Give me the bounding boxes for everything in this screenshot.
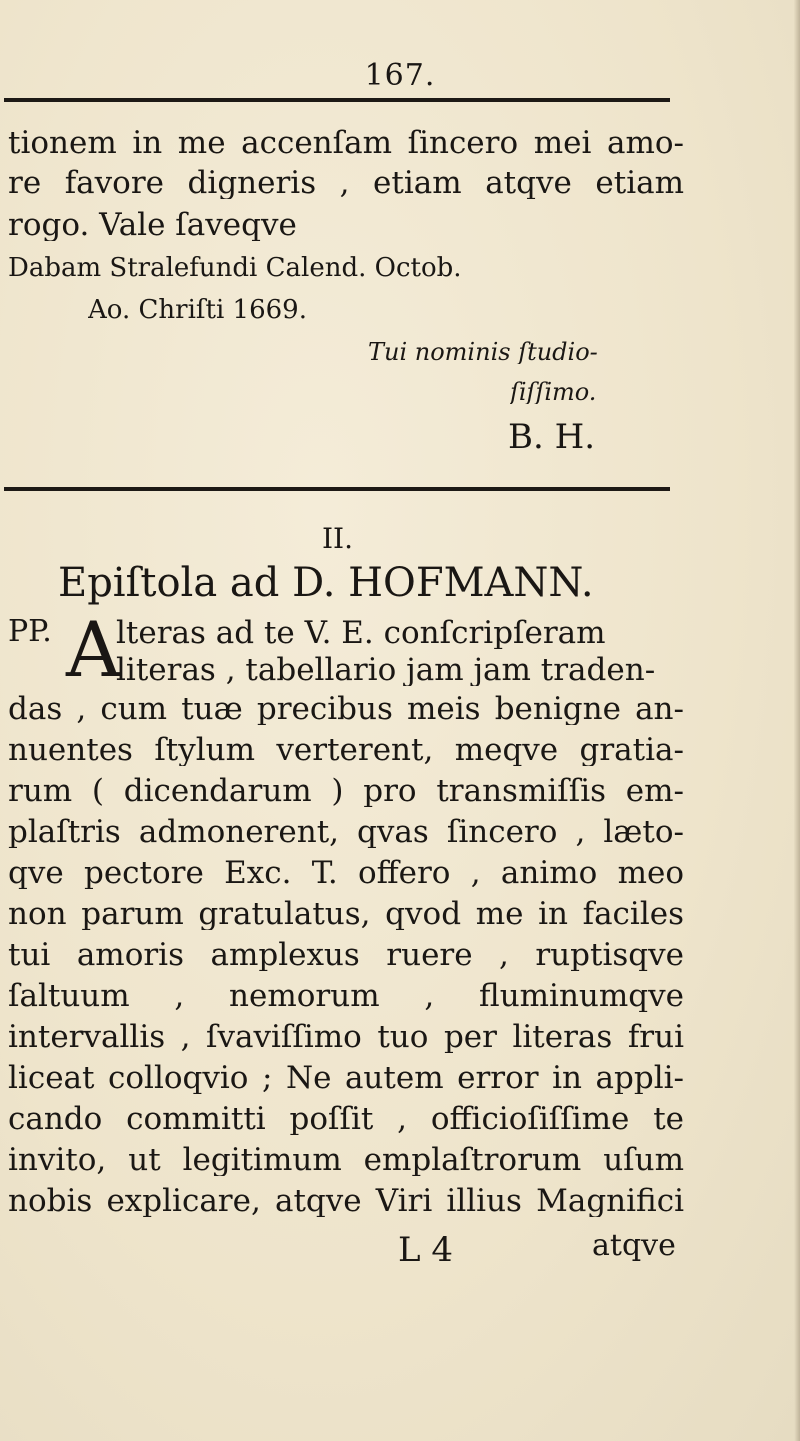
header-rule bbox=[4, 98, 670, 102]
body-line: cando committi poſſit , officioſiſſime te bbox=[8, 1104, 684, 1135]
body-line: das , cum tuæ precibus meis benigne an- bbox=[8, 694, 684, 725]
body-line: plaſtris admonerent, qvas ſincero , læto- bbox=[8, 817, 684, 848]
dateline-line: Dabam Stralefundi Calend. Octob. bbox=[8, 255, 462, 281]
section-number: II. bbox=[322, 522, 354, 555]
body-line: invito, ut legitimum emplaſtrorum uſum bbox=[8, 1145, 684, 1176]
section-rule bbox=[4, 487, 670, 491]
paragraph-line: re favore digneris , etiam atqve etiam bbox=[8, 168, 684, 199]
body-line: rum ( dicendarum ) pro transmiſſis em- bbox=[8, 776, 684, 807]
body-line: tui amoris amplexus ruere , ruptisqve bbox=[8, 940, 684, 971]
body-line: nuentes ſtylum verterent, meqve gratia- bbox=[8, 735, 684, 766]
closing-line: Tui nominis ſtudio- bbox=[368, 340, 598, 364]
catchword: atqve bbox=[592, 1228, 676, 1263]
body-line: liceat colloqvio ; Ne autem error in appli- bbox=[8, 1063, 684, 1094]
page-number: 167. bbox=[364, 58, 436, 93]
dateline-line: Ao. Chriſti 1669. bbox=[88, 297, 307, 323]
salutation: PP. bbox=[8, 614, 52, 649]
closing-line: ſiſſimo. bbox=[510, 380, 597, 404]
first-line: lteras ad te V. E. conſcripſeram bbox=[116, 618, 606, 649]
second-line: literas , tabellario jam jam traden- bbox=[116, 655, 656, 686]
paragraph-line: tionem in me accenſam ſincero mei amo- bbox=[8, 128, 684, 159]
signature: B. H. bbox=[508, 420, 596, 454]
letter-heading: Epiſtola ad D. HOFMANN. bbox=[58, 560, 594, 606]
body-line: intervallis , ſvaviſſimo tuo per literas frui bbox=[8, 1022, 684, 1053]
body-line: nobis explicare, atqve Viri illius Magnifici bbox=[8, 1186, 684, 1217]
signature-mark: L 4 bbox=[398, 1230, 454, 1270]
body-line: non parum gratulatus, qvod me in faciles bbox=[8, 899, 684, 930]
drop-cap: A bbox=[66, 605, 121, 694]
body-line: ſaltuum , nemorum , fluminumqve bbox=[8, 981, 684, 1012]
paragraph-line: rogo. Vale ſaveqve bbox=[8, 210, 297, 241]
body-line: qve pectore Exc. T. offero , animo meo bbox=[8, 858, 684, 889]
